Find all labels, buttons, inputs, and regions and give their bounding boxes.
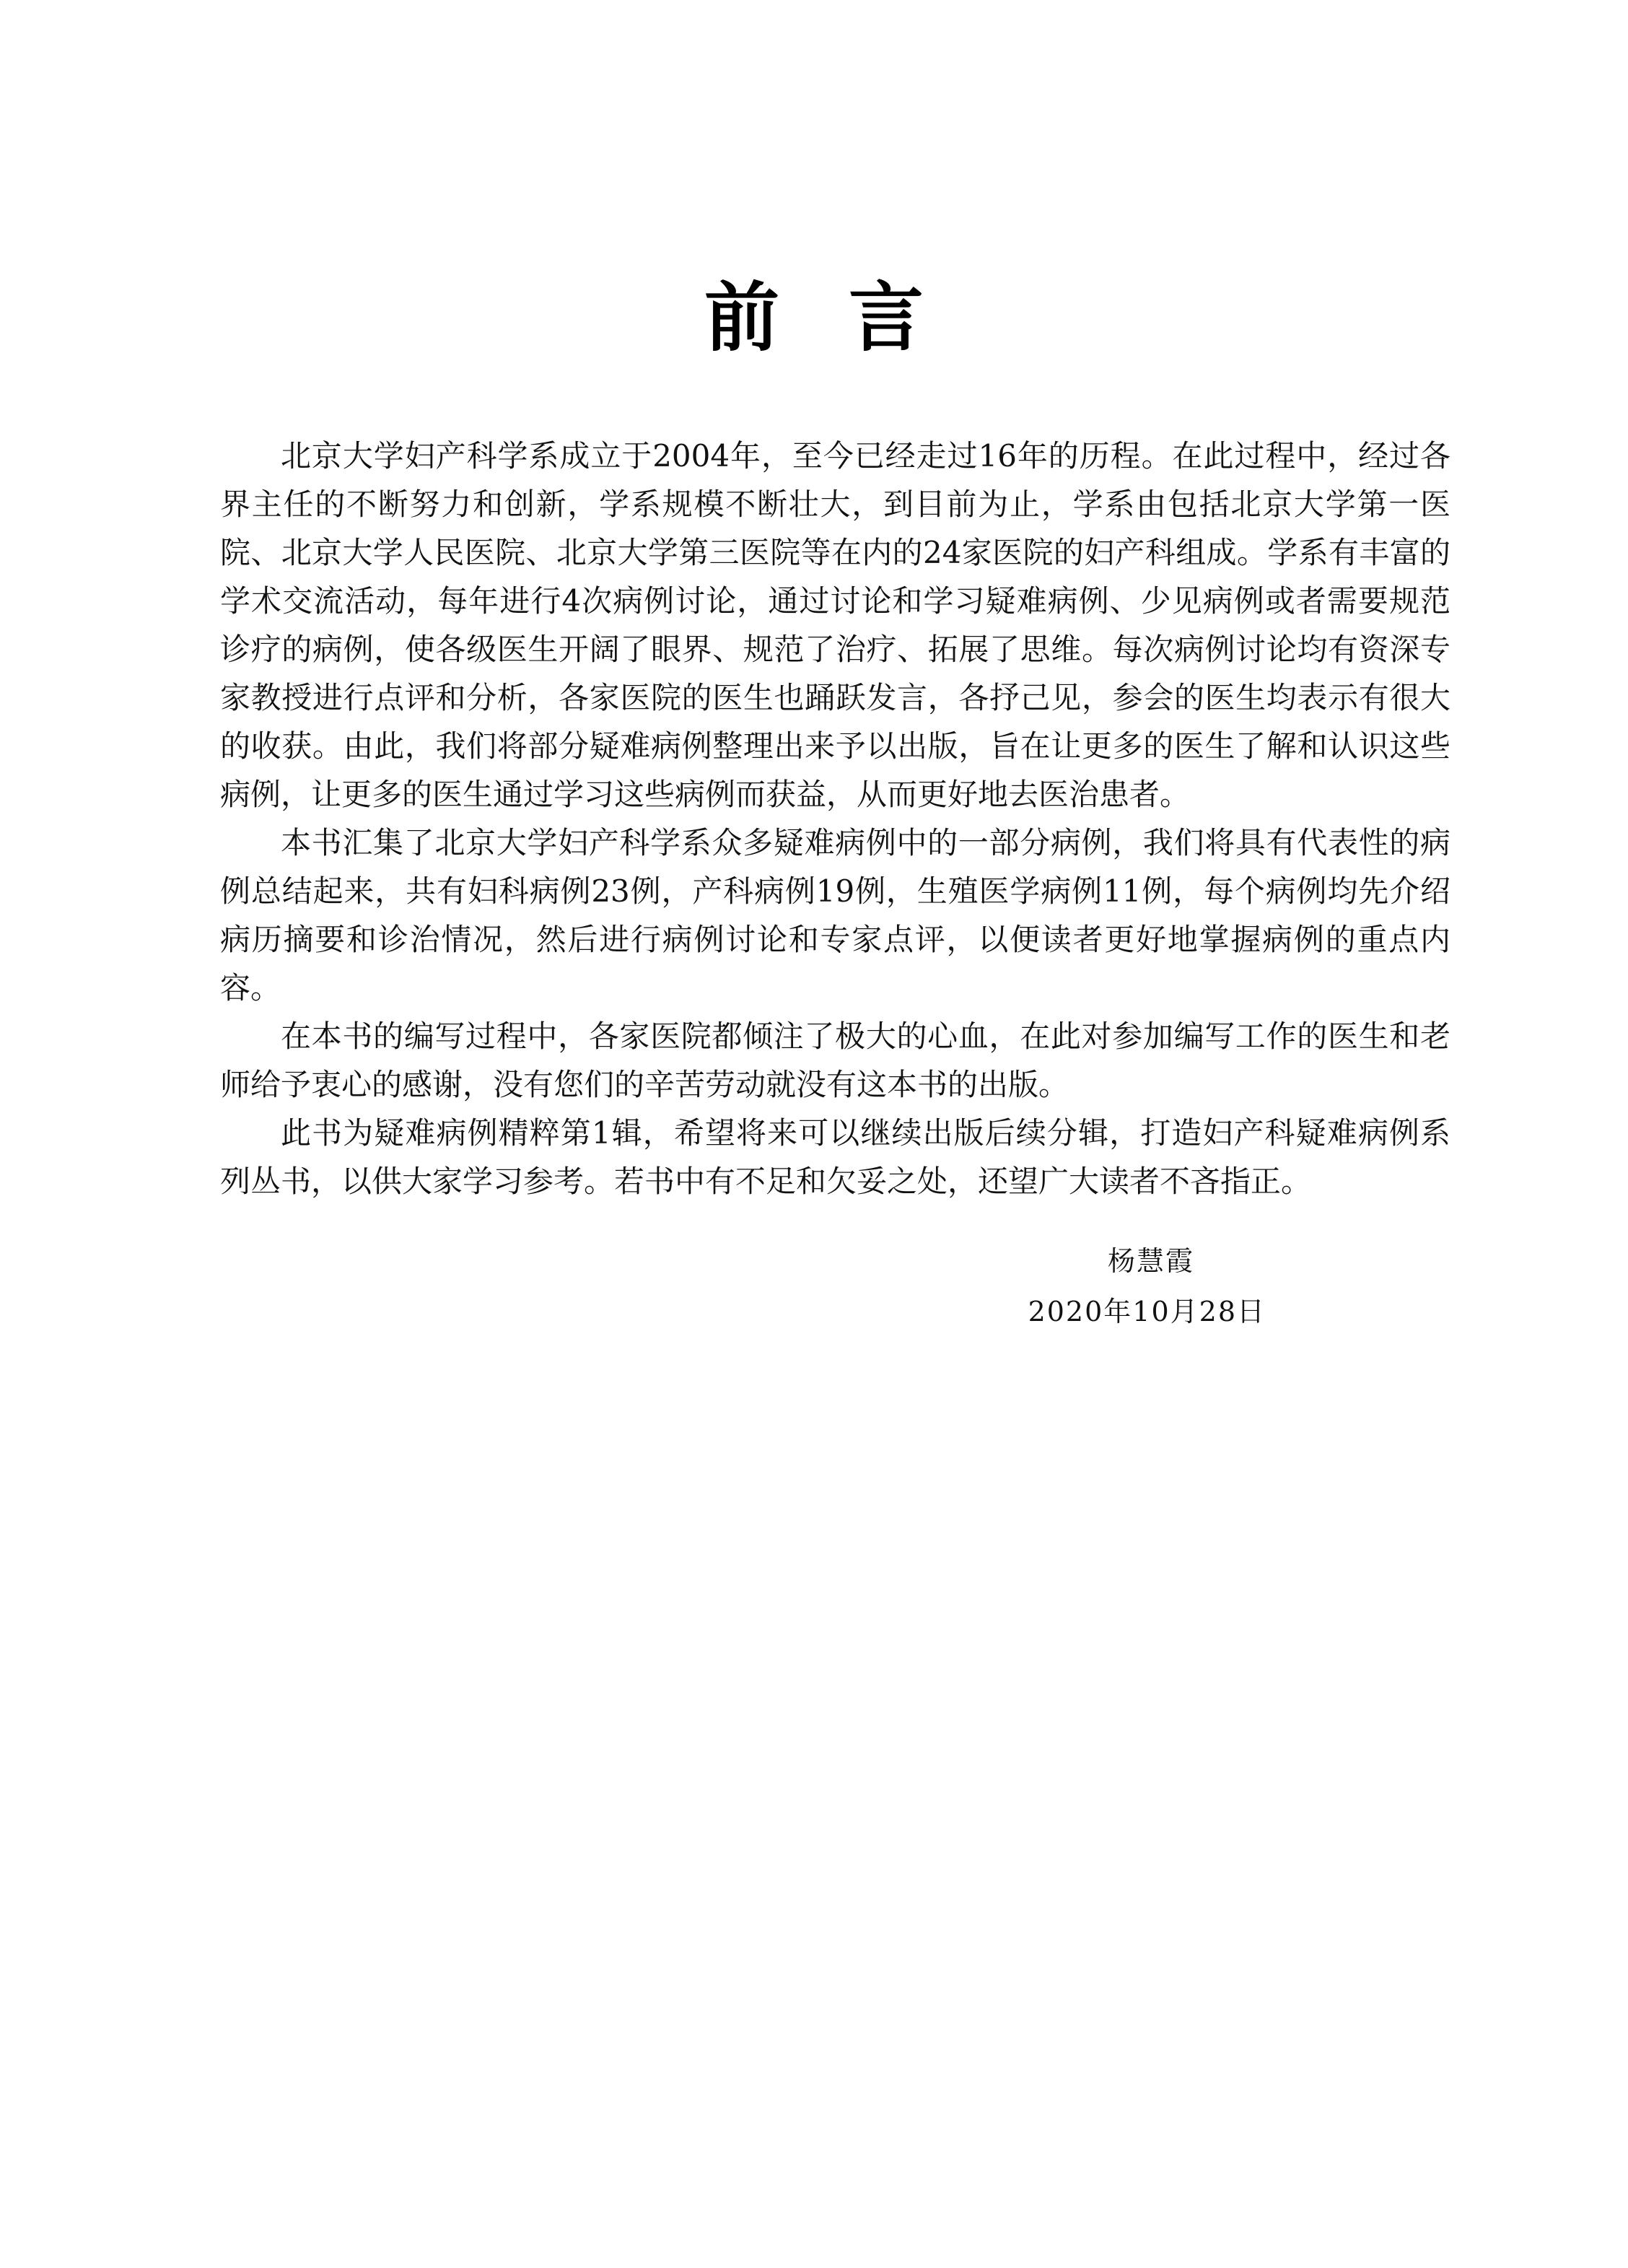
author-name: 杨慧霞 (1107, 1245, 1194, 1277)
page-title: 前言 (704, 273, 993, 362)
paragraph-4: 此书为疑难病例精粹第1辑，希望将来可以继续出版后续分辑，打造妇产科疑难病例系列丛书，以供大家学习参考。若书中有不足和欠妥之处，还望广大读者不吝指正。 (220, 1115, 1450, 1199)
signature-date: 2020年10月28日 (1028, 1296, 1266, 1327)
preface-body (220, 432, 1450, 1205)
signature-block (1028, 1236, 1266, 1337)
paragraph-3: 在本书的编写过程中，各家医院都倾注了极大的心血，在此对参加编写工作的医生和老师给予衷心的感谢，没有您们的辛苦劳动就没有这本书的出版。 (220, 1019, 1450, 1102)
paragraph-1: 北京大学妇产科学系成立于2004年，至今已经走过16年的历程。在此过程中，经过各界主任的不断努力和创新，学系规模不断壮大，到目前为止，学系由包括北京大学第一医院、北京大学人民医院、北京大学第三医院等在内的24家医院的妇产科组成。学系有丰富的学术交流活动，每年进行4次病例讨论，通过讨论和学习疑难病例、少见病例或者需要规范诊疗的病例，使各级医生开阔了眼界、规范了治疗、拓展了思维。每次病例讨论均有资深专家教授进行点评和分析，各家医院的医生也踊跃发言，各抒己见，参会的医生均表示有很大的收获。由此，我们将部分疑难病例整理出来予以出版，旨在让更多的医生了解和认识这些病例，让更多的医生通过学习这些病例而获益，从而更好地去医治患者。 (220, 438, 1450, 812)
paragraph-2: 本书汇集了北京大学妇产科学系众多疑难病例中的一部分病例，我们将具有代表性的病例总结起来，共有妇科病例23例，产科病例19例，生殖医学病例11例，每个病例均先介绍病历摘要和诊治情况，然后进行病例讨论和专家点评，以便读者更好地掌握病例的重点内容。 (220, 825, 1450, 1006)
